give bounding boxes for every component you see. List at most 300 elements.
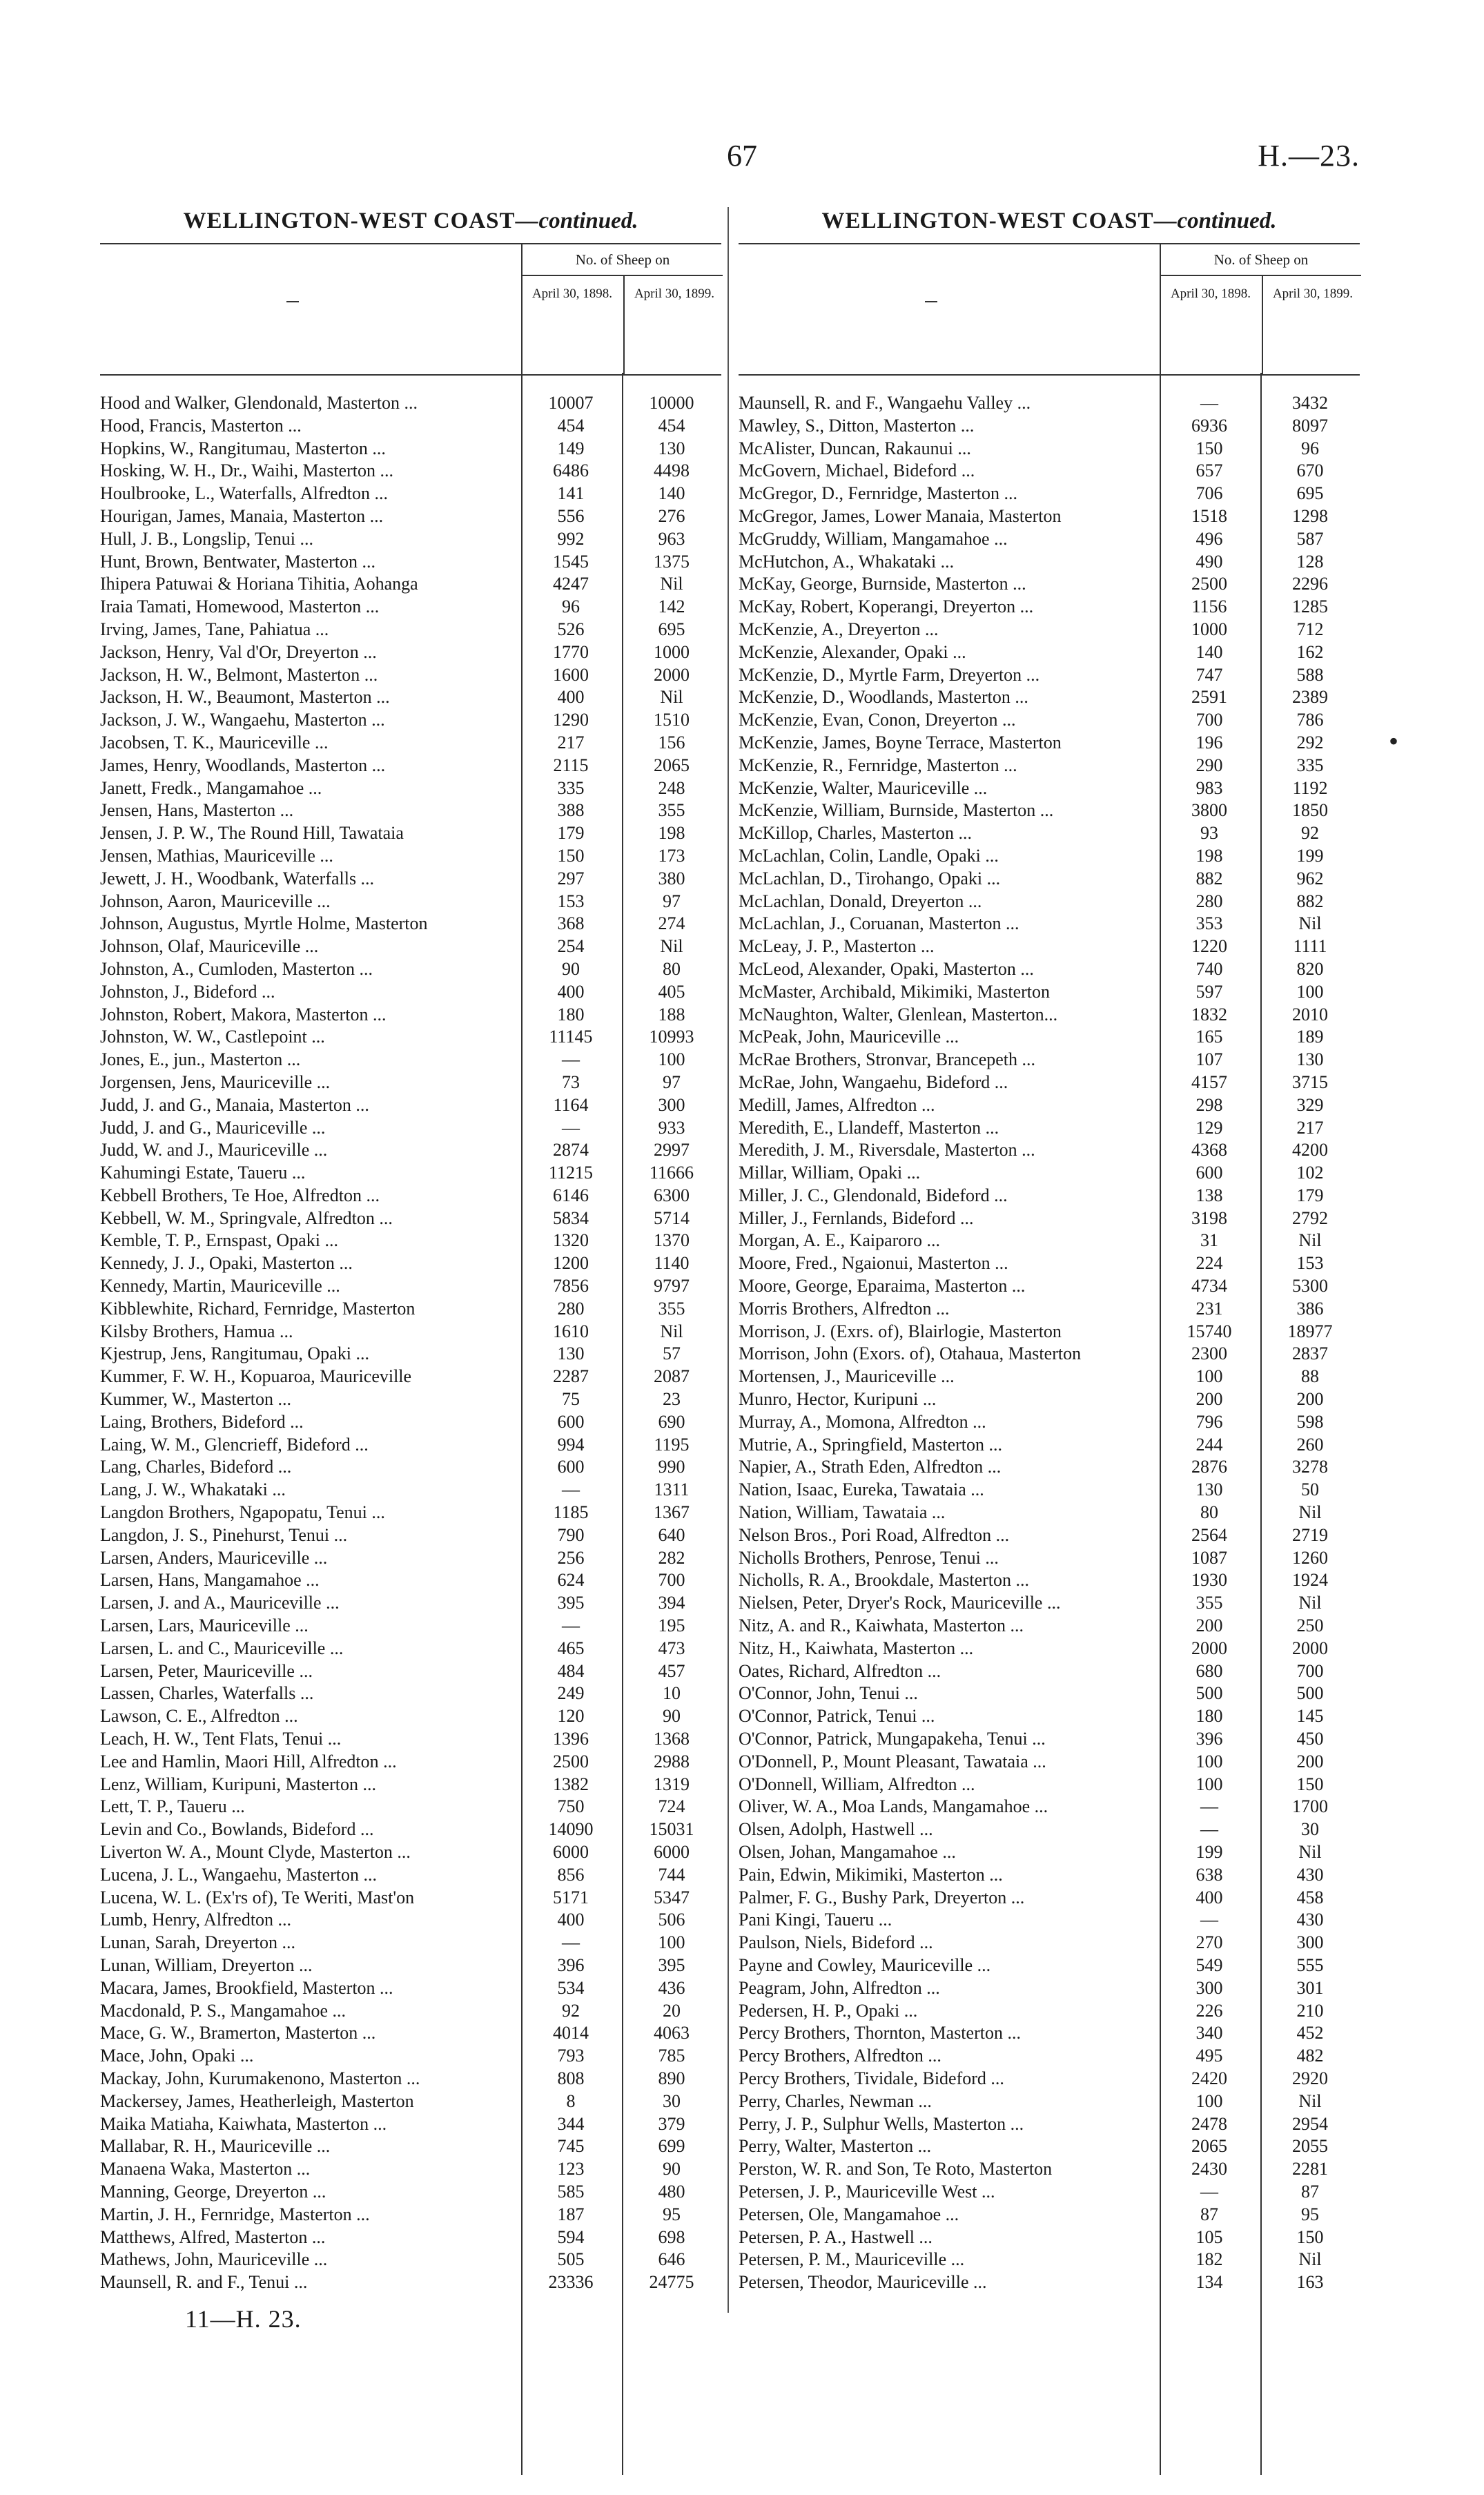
holder-name: Irving, James, Tane, Pahiatua ... — [100, 619, 329, 639]
sheep-1899: 473 — [658, 1638, 685, 1658]
sheep-1898: 153 — [557, 891, 585, 911]
holder-name: McHutchon, A., Whakataki ... — [739, 551, 955, 572]
sheep-1899: 80 — [663, 958, 681, 979]
sheep-1898: 297 — [557, 868, 585, 889]
right-column-title — [739, 207, 1360, 243]
table-row — [100, 392, 721, 415]
holder-name: McLeay, J. P., Masterton ... — [739, 936, 935, 957]
sheep-1898: 2874 — [553, 1140, 589, 1161]
sheep-1898: 231 — [1195, 1298, 1223, 1319]
sheep-1899: 1700 — [1292, 1796, 1328, 1817]
table-row — [100, 1275, 721, 1298]
table-row — [100, 2045, 721, 2068]
table-row — [100, 664, 721, 687]
holder-name: Peagram, John, Alfredton ... — [739, 1977, 940, 1998]
sheep-1899: Nil — [1298, 1593, 1322, 1613]
holder-name: Lunan, William, Dreyerton ... — [100, 1954, 313, 1975]
sheep-1898: 1545 — [553, 551, 589, 572]
table-row — [100, 1547, 721, 1570]
table-row — [100, 1479, 721, 1502]
sheep-1898: 882 — [1195, 868, 1223, 889]
sheep-1899: 23 — [663, 1389, 681, 1410]
holder-name: Mace, John, Opaki ... — [100, 2046, 254, 2066]
right-table-header — [739, 243, 1360, 376]
sheep-1899: 150 — [1296, 1774, 1324, 1794]
holder-name: O'Connor, John, Tenui ... — [739, 1683, 918, 1704]
holder-name: Kemble, T. P., Ernspast, Opaki ... — [100, 1230, 338, 1251]
sheep-1898: 395 — [557, 1593, 585, 1613]
holder-name: Leach, H. W., Tent Flats, Tenui ... — [100, 1729, 342, 1749]
sheep-1899: 395 — [658, 1954, 685, 1975]
left-header-col-1898: April 30, 1898. — [531, 287, 613, 301]
sheep-1899: 820 — [1296, 958, 1324, 979]
holder-name: Langdon, J. S., Pinehurst, Tenui ... — [100, 1524, 348, 1545]
sheep-1898: 700 — [1195, 710, 1223, 730]
sheep-1899: 2087 — [654, 1366, 690, 1387]
table-row — [100, 1026, 721, 1049]
sheep-1899: 500 — [1296, 1683, 1324, 1704]
sheep-1898: 187 — [557, 2204, 585, 2224]
holder-name: Judd, J. and G., Mauriceville ... — [100, 1117, 326, 1138]
table-row — [100, 1977, 721, 2000]
table-row — [100, 2135, 721, 2158]
sheep-1899: Nil — [1298, 2249, 1322, 2270]
sheep-1898: — — [562, 1479, 580, 1500]
sheep-1898: 355 — [1195, 1593, 1223, 1613]
sheep-1899: 1368 — [654, 1729, 690, 1749]
sheep-1899: 436 — [658, 1977, 685, 1998]
holder-name: McLachlan, Donald, Dreyerton ... — [739, 891, 982, 911]
right-header-group — [1160, 244, 1361, 374]
sheep-1898: 140 — [1195, 641, 1223, 662]
sheep-1899: 163 — [1296, 2272, 1324, 2293]
table-row — [100, 2022, 721, 2045]
sheep-1899: 355 — [658, 1298, 685, 1319]
sheep-1899: 329 — [1296, 1094, 1324, 1115]
holder-name: Payne and Cowley, Mauriceville ... — [739, 1954, 991, 1975]
table-row — [739, 1343, 1360, 1366]
table-row — [100, 2000, 721, 2023]
table-row — [100, 2158, 721, 2181]
sheep-1899: 2010 — [1292, 1004, 1328, 1025]
sheep-1899: 990 — [658, 1457, 685, 1477]
holder-name: Johnston, Robert, Makora, Masterton ... — [100, 1004, 387, 1025]
holder-name: Larsen, J. and A., Mauriceville ... — [100, 1593, 340, 1613]
sheep-1898: 4368 — [1191, 1140, 1227, 1161]
sheep-1899: 1195 — [654, 1434, 690, 1455]
sheep-1898: 1600 — [553, 664, 589, 685]
table-row — [100, 1456, 721, 1479]
table-row — [100, 1615, 721, 1638]
sheep-1898: 6146 — [553, 1185, 589, 1205]
sheep-1898: 300 — [1195, 1977, 1223, 1998]
holder-name: Petersen, P. M., Mauriceville ... — [739, 2249, 965, 2270]
table-row — [100, 1117, 721, 1140]
sheep-1898: 226 — [1195, 2000, 1223, 2021]
table-row — [100, 755, 721, 777]
holder-name: McKenzie, D., Woodlands, Masterton ... — [739, 687, 1028, 708]
sheep-1898: 4014 — [553, 2023, 589, 2043]
table-row — [739, 619, 1360, 641]
sheep-1899: 217 — [1296, 1117, 1324, 1138]
sheep-1898: 6936 — [1191, 415, 1227, 436]
table-row — [739, 438, 1360, 460]
table-row — [739, 2158, 1360, 2181]
sheep-1898: 597 — [1195, 981, 1223, 1002]
table-row — [100, 1004, 721, 1027]
table-row — [100, 2090, 721, 2113]
table-row — [739, 1388, 1360, 1411]
sheep-1898: 388 — [557, 800, 585, 821]
sheep-1898: 5834 — [553, 1207, 589, 1228]
holder-name: Meredith, J. M., Riversdale, Masterton ... — [739, 1140, 1035, 1161]
table-row — [739, 1796, 1360, 1818]
sheep-1899: 2997 — [654, 1140, 690, 1161]
table-row — [739, 1366, 1360, 1388]
holder-name: Lang, J. W., Whakataki ... — [100, 1479, 286, 1500]
table-row — [739, 935, 1360, 958]
holder-name: Kummer, F. W. H., Kopuaroa, Mauriceville — [100, 1366, 412, 1387]
sheep-1898: 15740 — [1187, 1321, 1232, 1341]
holder-name: McGregor, D., Fernridge, Masterton ... — [739, 483, 1018, 504]
holder-name: Jorgensen, Jens, Mauriceville ... — [100, 1071, 331, 1092]
sheep-1898: 75 — [562, 1389, 580, 1410]
right-header-group-title: No. of Sheep on — [1161, 244, 1361, 276]
holder-name: Manning, George, Dreyerton ... — [100, 2181, 326, 2202]
table-row — [100, 1932, 721, 1954]
sheep-1898: 534 — [557, 1977, 585, 1998]
sheep-1899: Nil — [660, 687, 683, 708]
table-row — [100, 2249, 721, 2271]
holder-name: Percy Brothers, Alfredton ... — [739, 2046, 941, 2066]
holder-name: Macdonald, P. S., Mangamahoe ... — [100, 2000, 346, 2021]
table-row — [100, 1569, 721, 1592]
holder-name: McGregor, James, Lower Manaia, Masterton — [739, 505, 1062, 526]
holder-name: Martin, J. H., Fernridge, Masterton ... — [100, 2204, 370, 2224]
sheep-1899: 188 — [658, 1004, 685, 1025]
sheep-1898: 130 — [1195, 1479, 1223, 1500]
table-row — [739, 868, 1360, 891]
sheep-1898: 368 — [557, 913, 585, 934]
sheep-1899: 450 — [1296, 1729, 1324, 1749]
sheep-1898: 1382 — [553, 1774, 589, 1794]
sheep-1899: 10000 — [649, 393, 694, 413]
holder-name: O'Connor, Patrick, Mungapakeha, Tenui ... — [739, 1729, 1046, 1749]
sheep-1898: 129 — [1195, 1117, 1223, 1138]
sheep-1898: 31 — [1200, 1230, 1218, 1251]
table-row — [739, 415, 1360, 438]
sheep-1899: 18977 — [1287, 1321, 1333, 1341]
holder-name: Hourigan, James, Manaia, Masterton ... — [100, 505, 384, 526]
holder-name: Maunsell, R. and F., Wangaehu Valley ... — [739, 393, 1031, 413]
sheep-1899: 142 — [658, 596, 685, 617]
sheep-1898: 740 — [1195, 958, 1223, 979]
holder-name: Lawson, C. E., Alfredton ... — [100, 1706, 298, 1727]
sheep-1899: 2920 — [1292, 2068, 1328, 2088]
table-row — [739, 1954, 1360, 1977]
table-row — [739, 1932, 1360, 1954]
table-row — [739, 1660, 1360, 1683]
holder-name: Percy Brothers, Thornton, Masterton ... — [739, 2023, 1021, 2043]
table-row — [739, 392, 1360, 415]
sheep-1898: 484 — [557, 1660, 585, 1681]
holder-name: Hull, J. B., Longslip, Tenui ... — [100, 528, 313, 549]
holder-name: McLachlan, D., Tirohango, Opaki ... — [739, 868, 1001, 889]
sheep-1899: 699 — [658, 2136, 685, 2157]
table-row — [100, 1660, 721, 1683]
holder-name: Kummer, W., Masterton ... — [100, 1389, 291, 1410]
holder-name: Meredith, E., Llandeff, Masterton ... — [739, 1117, 999, 1138]
sheep-1899: 145 — [1296, 1706, 1324, 1727]
sheep-1899: 700 — [1296, 1660, 1324, 1681]
sheep-1898: 180 — [557, 1004, 585, 1025]
holder-name: Perry, J. P., Sulphur Wells, Masterton ... — [739, 2113, 1024, 2134]
sheep-1898: — — [1200, 2181, 1218, 2202]
sheep-1899: 15031 — [649, 1819, 694, 1840]
sheep-1898: 200 — [1195, 1615, 1223, 1636]
sheep-1899: 695 — [658, 619, 685, 639]
sheep-1898: 1930 — [1191, 1570, 1227, 1591]
sheep-1899: Nil — [660, 936, 683, 957]
sheep-1898: 107 — [1195, 1049, 1223, 1070]
sheep-1898: 100 — [1195, 1366, 1223, 1387]
holder-name: McGovern, Michael, Bideford ... — [739, 460, 975, 481]
holder-name: Jewett, J. H., Woodbank, Waterfalls ... — [100, 868, 375, 889]
sheep-1899: 200 — [1296, 1751, 1324, 1771]
holder-name: Murray, A., Momona, Alfredton ... — [739, 1411, 986, 1432]
sheep-1898: 138 — [1195, 1185, 1223, 1205]
holder-name: McKillop, Charles, Masterton ... — [739, 823, 972, 844]
holder-name: Lunan, Sarah, Dreyerton ... — [100, 1932, 296, 1953]
table-row — [739, 981, 1360, 1004]
sheep-1898: 198 — [1195, 845, 1223, 866]
sheep-1898: 90 — [562, 958, 580, 979]
table-row — [739, 845, 1360, 868]
sheep-1898: 23336 — [548, 2272, 594, 2293]
holder-name: Johnston, J., Bideford ... — [100, 981, 275, 1002]
table-row — [100, 528, 721, 551]
holder-name: McKenzie, A., Dreyerton ... — [739, 619, 939, 639]
holder-name: Mortensen, J., Mauriceville ... — [739, 1366, 955, 1387]
holder-name: Mallabar, R. H., Mauriceville ... — [100, 2136, 331, 2157]
holder-name: Nitz, A. and R., Kaiwhata, Masterton ... — [739, 1615, 1024, 1636]
sheep-1898: 396 — [1195, 1729, 1223, 1749]
sheep-1899: 130 — [658, 438, 685, 458]
sheep-1898: 454 — [557, 415, 585, 436]
right-header-dash — [925, 301, 937, 302]
sheep-1898: 747 — [1195, 664, 1223, 685]
table-row — [100, 1162, 721, 1185]
sheep-1898: 280 — [557, 1298, 585, 1319]
sheep-1898: 134 — [1195, 2272, 1223, 2293]
sheep-1899: 100 — [658, 1932, 685, 1953]
sheep-1898: 808 — [557, 2068, 585, 2088]
table-row — [739, 2181, 1360, 2204]
sheep-1899: 4200 — [1292, 1140, 1328, 1161]
holder-name: Morris Brothers, Alfredton ... — [739, 1298, 950, 1319]
sheep-1898: 14090 — [548, 1819, 594, 1840]
holder-name: Laing, Brothers, Bideford ... — [100, 1411, 304, 1432]
holder-name: Larsen, Hans, Mangamahoe ... — [100, 1570, 320, 1591]
sheep-1899: 4063 — [654, 2023, 690, 2043]
sheep-1898: 657 — [1195, 460, 1223, 481]
holder-name: Pain, Edwin, Mikimiki, Masterton ... — [739, 1864, 1003, 1885]
sheep-1899: 57 — [663, 1343, 681, 1364]
table-row — [100, 2226, 721, 2249]
sheep-1899: 4498 — [654, 460, 690, 481]
holder-name: McPeak, John, Mauriceville ... — [739, 1027, 959, 1047]
sheep-1898: 290 — [1195, 755, 1223, 775]
table-row — [100, 1682, 721, 1705]
holder-name: McKay, Robert, Koperangi, Dreyerton ... — [739, 596, 1034, 617]
holder-name: Maunsell, R. and F., Tenui ... — [100, 2272, 308, 2293]
left-column-title — [100, 207, 721, 243]
sheep-1899: 95 — [1301, 2204, 1319, 2224]
holder-name: Hosking, W. H., Dr., Waihi, Masterton ... — [100, 460, 393, 481]
sheep-1899: 300 — [658, 1094, 685, 1115]
holder-name: James, Henry, Woodlands, Masterton ... — [100, 755, 386, 775]
holder-name: Jackson, Henry, Val d'Or, Dreyerton ... — [100, 641, 377, 662]
sheep-1899: 5714 — [654, 1207, 690, 1228]
sheep-1899: 97 — [663, 891, 681, 911]
holder-name: McKenzie, James, Boyne Terrace, Masterton — [739, 732, 1062, 753]
holder-name: Kjestrup, Jens, Rangitumau, Opaki ... — [100, 1343, 369, 1364]
sheep-1898: 2065 — [1191, 2136, 1227, 2157]
table-row — [739, 1841, 1360, 1864]
sheep-1898: 179 — [557, 823, 585, 844]
table-row — [100, 686, 721, 709]
table-row — [100, 573, 721, 596]
sheep-1899: 380 — [658, 868, 685, 889]
holder-name: Levin and Co., Bowlands, Bideford ... — [100, 1819, 374, 1840]
sheep-1899: 150 — [1296, 2226, 1324, 2247]
sheep-1899: 640 — [658, 1524, 685, 1545]
holder-name: Lang, Charles, Bideford ... — [100, 1457, 292, 1477]
sheep-1899: 1367 — [654, 1502, 690, 1523]
left-header-dash — [286, 301, 299, 302]
sheep-1898: 556 — [557, 505, 585, 526]
sheep-1898: 92 — [562, 2000, 580, 2021]
holder-name: Kebbell, W. M., Springvale, Alfredton ... — [100, 1207, 393, 1228]
margin-mark: • — [1389, 726, 1399, 757]
sheep-1899: 670 — [1296, 460, 1324, 481]
sheep-1898: 624 — [557, 1570, 585, 1591]
table-row — [100, 891, 721, 913]
sheep-1898: 496 — [1195, 528, 1223, 549]
column-divider — [728, 207, 729, 2313]
holder-name: McKenzie, Evan, Conon, Dreyerton ... — [739, 710, 1016, 730]
sheep-1898: 200 — [1195, 1389, 1223, 1410]
sheep-1898: 4734 — [1191, 1276, 1227, 1297]
table-row — [100, 1252, 721, 1275]
table-row — [100, 1909, 721, 1932]
holder-name: Johnston, W. W., Castlepoint ... — [100, 1027, 325, 1047]
holder-name: Olsen, Johan, Mangamahoe ... — [739, 1842, 956, 1862]
sheep-1899: 8097 — [1292, 415, 1328, 436]
table-row — [739, 1026, 1360, 1049]
sheep-1899: 128 — [1296, 551, 1324, 572]
sheep-1899: 100 — [658, 1049, 685, 1070]
sheep-1898: 335 — [557, 777, 585, 798]
sheep-1899: 92 — [1301, 823, 1319, 844]
holder-name: Johnston, A., Cumloden, Masterton ... — [100, 958, 373, 979]
holder-name: Morrison, J. (Exrs. of), Blairlogie, Masterton — [739, 1321, 1062, 1341]
holder-name: McRae, John, Wangaehu, Bideford ... — [739, 1071, 1008, 1092]
sheep-1899: 394 — [658, 1593, 685, 1613]
table-row — [100, 2113, 721, 2136]
sheep-1898: 2430 — [1191, 2159, 1227, 2180]
table-row — [739, 777, 1360, 800]
table-row — [100, 1298, 721, 1321]
sheep-1898: 2478 — [1191, 2113, 1227, 2134]
sheep-1899: 1298 — [1292, 505, 1328, 526]
table-row — [739, 1230, 1360, 1252]
sheep-1898: 1770 — [553, 641, 589, 662]
sheep-1899: 2792 — [1292, 1207, 1328, 1228]
table-row — [100, 1705, 721, 1728]
sheep-1898: 638 — [1195, 1864, 1223, 1885]
page-reference: H.—23. — [1258, 139, 1360, 173]
table-row — [739, 1479, 1360, 1502]
holder-name: Jones, E., jun., Masterton ... — [100, 1049, 301, 1070]
sheep-1898: 254 — [557, 936, 585, 957]
sheep-1899: 386 — [1296, 1298, 1324, 1319]
holder-name: Munro, Hector, Kuripuni ... — [739, 1389, 937, 1410]
sheep-1899: 2281 — [1292, 2159, 1328, 2180]
sheep-1898: 7856 — [553, 1276, 589, 1297]
sheep-1899: 695 — [1296, 483, 1324, 504]
table-row — [739, 822, 1360, 845]
table-row — [100, 1049, 721, 1071]
table-row — [739, 1524, 1360, 1547]
sheep-1898: 600 — [1195, 1163, 1223, 1183]
table-row — [739, 1909, 1360, 1932]
table-row — [739, 1977, 1360, 2000]
sheep-1898: 992 — [557, 528, 585, 549]
holder-name: Johnson, Olaf, Mauriceville ... — [100, 936, 319, 957]
holder-name: McKenzie, William, Burnside, Masterton ... — [739, 800, 1054, 821]
holder-name: Matthews, Alfred, Masterton ... — [100, 2226, 326, 2247]
holder-name: Hood and Walker, Glendonald, Masterton ... — [100, 393, 418, 413]
table-row — [100, 1818, 721, 1841]
table-row — [100, 845, 721, 868]
table-row — [739, 483, 1360, 505]
sheep-1898: 11145 — [549, 1027, 593, 1047]
sheep-1898: 93 — [1200, 823, 1218, 844]
holder-name: Millar, William, Opaki ... — [739, 1163, 921, 1183]
holder-name: Nicholls, R. A., Brookdale, Masterton ... — [739, 1570, 1030, 1591]
table-row — [739, 1411, 1360, 1434]
sheep-1898: 105 — [1195, 2226, 1223, 2247]
table-row — [739, 1162, 1360, 1185]
table-row — [739, 1185, 1360, 1207]
sheep-1899: 292 — [1296, 732, 1324, 753]
sheep-1899: 482 — [1296, 2046, 1324, 2066]
holder-name: Paulson, Niels, Bideford ... — [739, 1932, 933, 1953]
sheep-1899: 700 — [658, 1570, 685, 1591]
sheep-1899: 355 — [658, 800, 685, 821]
sheep-1899: 210 — [1296, 2000, 1324, 2021]
sheep-1898: 10007 — [548, 393, 594, 413]
table-row — [100, 958, 721, 981]
sheep-1898: 2591 — [1191, 687, 1227, 708]
table-row — [100, 913, 721, 935]
sheep-1898: 1164 — [553, 1094, 589, 1115]
sheep-1899: 963 — [658, 528, 685, 549]
sheep-1898: 196 — [1195, 732, 1223, 753]
sheep-1899: 90 — [663, 2159, 681, 2180]
sheep-1898: 750 — [557, 1796, 585, 1817]
